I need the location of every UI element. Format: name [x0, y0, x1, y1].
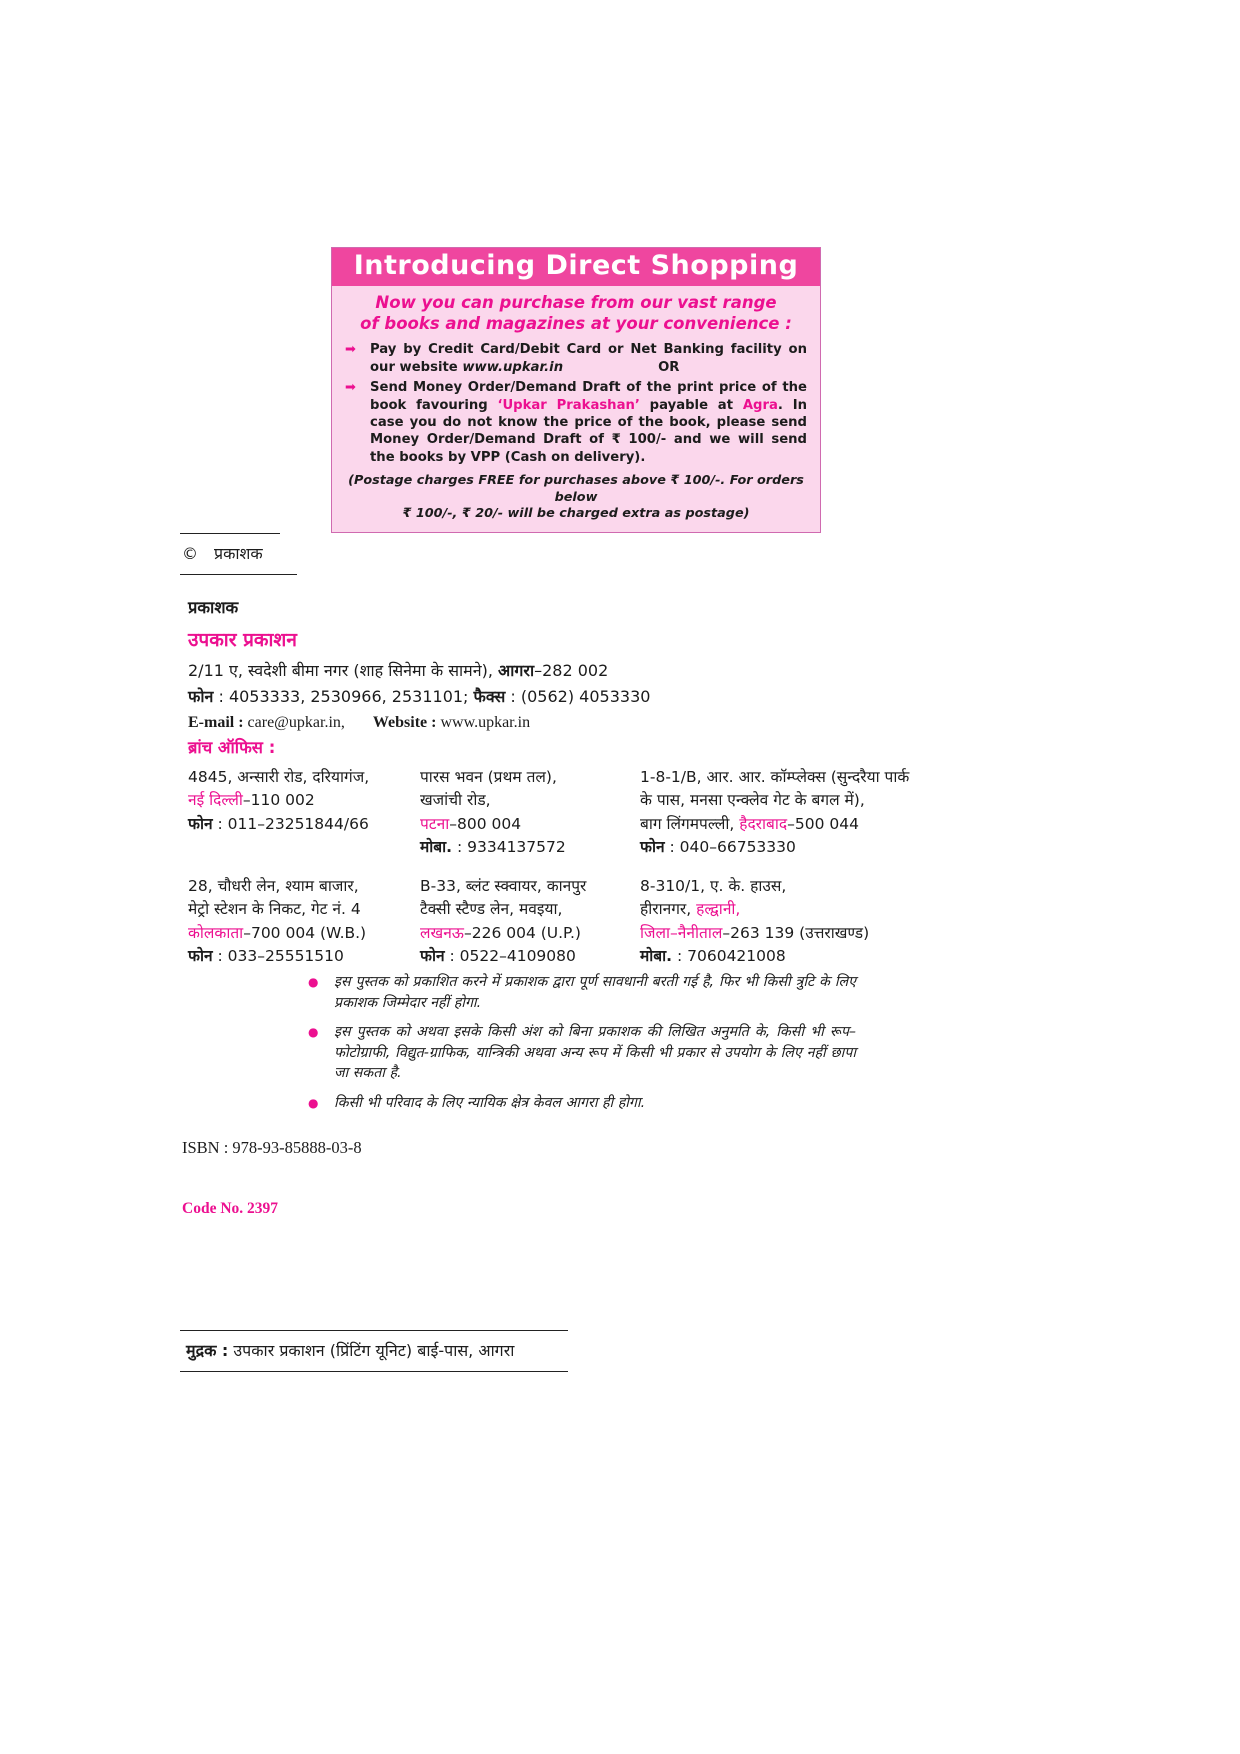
pin-code: –500 044	[787, 814, 859, 833]
contact-line	[640, 945, 960, 968]
banner-subtitle	[345, 293, 807, 334]
address-line	[420, 789, 640, 812]
contact-line	[640, 836, 960, 859]
website-label: Website :	[372, 714, 437, 732]
banner-subtitle-line1: Now you can purchase from our vast range	[375, 293, 777, 312]
city-name: कोलकाता	[188, 923, 244, 942]
city-highlight: Agra	[742, 397, 778, 413]
phone-label: फोन	[188, 946, 213, 965]
or-separator: OR	[658, 359, 680, 375]
postage-note-line1: (Postage charges FREE for purchases above ₹ 100/-. For orders below	[348, 473, 804, 505]
direct-shopping-banner	[331, 247, 821, 533]
fax-number: : (0562) 4053330	[505, 687, 651, 707]
email-label: E-mail :	[188, 714, 244, 732]
website-value: www.upkar.in	[436, 714, 531, 732]
disclaimer-notes	[308, 972, 856, 1123]
printer-label: मुद्रक :	[186, 1341, 229, 1360]
mo-text-2: payable at	[639, 397, 743, 413]
copyright-text	[180, 534, 297, 574]
note-text: इस पुस्तक को प्रकाशित करने में प्रकाशक द्वारा पूर्ण सावधानी बरती गई है, फिर भी किसी त्रुटि के लिए प्रकाशक जिम्मेदार नहीं होगा.	[334, 974, 856, 1011]
branch-office-lucknow	[420, 875, 640, 968]
address-line	[188, 766, 420, 789]
phone-number: : 011–23251844/66	[212, 814, 369, 833]
bullet-dot-icon: ●	[308, 1025, 319, 1040]
address-line	[640, 813, 960, 836]
payment-option-money-order	[345, 379, 807, 466]
pin-code: –263 139 (उत्तराखण्ड)	[722, 923, 870, 942]
phone-label: फोन	[420, 946, 445, 965]
payment-option-money-order-text	[370, 379, 807, 466]
address-line	[420, 898, 640, 921]
branch-offices-grid	[188, 766, 960, 968]
city-name: हैदराबाद	[739, 814, 788, 833]
pin-code: –700 004 (W.B.)	[243, 923, 367, 942]
branch-office-haldwani	[640, 875, 960, 968]
mobile-number: : 9334137572	[452, 837, 566, 856]
fax-label: फैक्स	[473, 687, 506, 707]
note-text: किसी भी परिवाद के लिए न्यायिक क्षेत्र केवल आगरा ही होगा.	[334, 1094, 646, 1111]
address-text: टैक्सी स्टैण्ड लेन, मवइया,	[420, 900, 563, 919]
publisher-name: उपकार प्रकाशन	[188, 628, 297, 651]
pin-code: –226 004 (U.P.)	[463, 923, 581, 942]
address-line	[640, 922, 960, 945]
branch-office-kolkata	[188, 875, 420, 968]
address-line	[420, 813, 640, 836]
branch-office-hyderabad	[640, 766, 960, 859]
district-name: जिला–नैनीताल	[640, 923, 723, 942]
phone-numbers: : 4053333, 2530966, 2531101;	[213, 687, 474, 707]
address-text: 4845, अन्सारी रोड, दरियागंज,	[188, 768, 370, 786]
branch-office-delhi	[188, 766, 420, 859]
contact-line	[188, 813, 420, 836]
address-line	[420, 766, 640, 789]
copyright-label: प्रकाशक	[214, 544, 263, 563]
postage-note-line2: ₹ 100/-, ₹ 20/- will be charged extra as postage)	[402, 506, 750, 522]
address-text: 8-310/1, ए. के. हाउस,	[640, 877, 787, 895]
note-item	[308, 1093, 856, 1114]
address-city: आगरा	[498, 661, 535, 681]
city-name: हल्द्वानी,	[696, 900, 741, 919]
address-line	[640, 766, 960, 789]
code-number: Code No. 2397	[182, 1200, 279, 1217]
card-text: Pay by Credit Card/Debit Card or Net Banking facility on our website	[370, 342, 807, 375]
website-url: www.upkar.in	[462, 359, 564, 375]
copyright-symbol: ©	[182, 544, 198, 563]
bullet-dot-icon: ●	[308, 975, 319, 989]
payment-option-card	[345, 341, 807, 376]
address-line	[640, 898, 960, 921]
phone-label: फोन	[640, 837, 665, 856]
mo-text-1: Send Money Order/Demand Draft of the print price of the book favouring	[370, 380, 807, 413]
note-item	[308, 972, 856, 1013]
publisher-address	[188, 659, 650, 683]
note-text: इस पुस्तक को अथवा इसके किसी अंश को बिना प्रकाशक की लिखित अनुमति के, किसी भी रूप–फोटोग्राफी, विद्युत-ग्राफिक, यान्त्रिकी अथवा अन्य रूप में किसी भी प्रकार से उपयोग के लिए नहीं छापा जा सकता है.	[334, 1024, 856, 1082]
printer-note	[180, 1330, 568, 1372]
phone-label: फोन	[188, 687, 214, 707]
mobile-label: मोबा.	[640, 946, 673, 965]
address-text: के पास, मनसा एन्क्लेव गेट के बगल में),	[640, 791, 865, 810]
divider-line	[180, 574, 297, 575]
banner-subtitle-line2: of books and magazines at your convenience :	[360, 313, 792, 333]
address-text: B-33, ब्लंट स्क्वायर, कानपुर	[420, 877, 587, 895]
address-line	[640, 875, 960, 898]
address-text: 1-8-1/B, आर. आर. कॉम्प्लेक्स (सुन्दरैया पार्क	[640, 768, 910, 786]
city-name: नई दिल्ली	[188, 791, 243, 810]
phone-number: : 033–25551510	[212, 946, 344, 965]
address-line	[188, 789, 420, 812]
pin-code: –110 002	[242, 791, 315, 810]
bullet-dot-icon: ●	[308, 1095, 319, 1110]
payment-option-card-text	[370, 341, 807, 376]
arrow-icon: ➡	[345, 380, 356, 396]
mo-text-3: . In case you do not know the price of the book, please send Money Order/Demand Draft of ₹ 100/- and we will send the books by VPP (Cash on delivery).	[370, 397, 807, 465]
banner-body	[332, 286, 820, 532]
phone-number: : 0522–4109080	[444, 946, 576, 965]
publisher-phone-line	[188, 685, 650, 709]
branch-office-patna	[420, 766, 640, 859]
address-text: मेट्रो स्टेशन के निकट, गेट नं. 4	[188, 900, 361, 919]
contact-line	[420, 945, 640, 968]
address-text: खजांची रोड,	[420, 791, 491, 810]
address-line	[188, 875, 420, 898]
phone-label: फोन	[188, 814, 213, 833]
publisher-heading: प्रकाशक	[188, 598, 239, 617]
phone-number: : 040–66753330	[664, 837, 796, 856]
note-item	[308, 1022, 856, 1084]
publisher-email-line	[188, 711, 650, 735]
address-line	[188, 922, 420, 945]
address-text: हीरानगर,	[640, 900, 697, 919]
address-text: पारस भवन (प्रथम तल),	[420, 768, 557, 786]
arrow-icon: ➡	[345, 342, 356, 358]
address-line	[640, 789, 960, 812]
contact-line	[188, 945, 420, 968]
address-line	[420, 875, 640, 898]
copyright-section	[180, 533, 297, 575]
postage-note	[345, 473, 807, 523]
address-pin: –282 002	[534, 661, 609, 681]
publisher-section	[188, 596, 650, 737]
pin-code: –800 004	[449, 814, 522, 833]
city-name: लखनऊ	[420, 923, 464, 942]
email-value: care@upkar.in,	[243, 714, 345, 732]
address-line	[188, 898, 420, 921]
isbn-text: ISBN : 978-93-85888-03-8	[182, 1138, 362, 1157]
address-text: 28, चौधरी लेन, श्याम बाजार,	[188, 877, 359, 895]
contact-line	[420, 836, 640, 859]
printer-text: उपकार प्रकाशन (प्रिंटिंग यूनिट) बाई-पास, आगरा	[228, 1341, 515, 1360]
address-text: 2/11 ए, स्वदेशी बीमा नगर (शाह सिनेमा के सामने),	[188, 661, 499, 681]
city-name: पटना	[420, 814, 450, 833]
address-line	[420, 922, 640, 945]
banner-title: Introducing Direct Shopping	[332, 248, 820, 286]
branch-offices-heading: ब्रांच ऑफिस :	[188, 738, 276, 757]
mobile-label: मोबा.	[420, 837, 453, 856]
publisher-highlight: ‘Upkar Prakashan’	[497, 397, 640, 413]
mobile-number: : 7060421008	[672, 946, 786, 965]
address-text: बाग लिंगमपल्ली,	[640, 814, 740, 833]
